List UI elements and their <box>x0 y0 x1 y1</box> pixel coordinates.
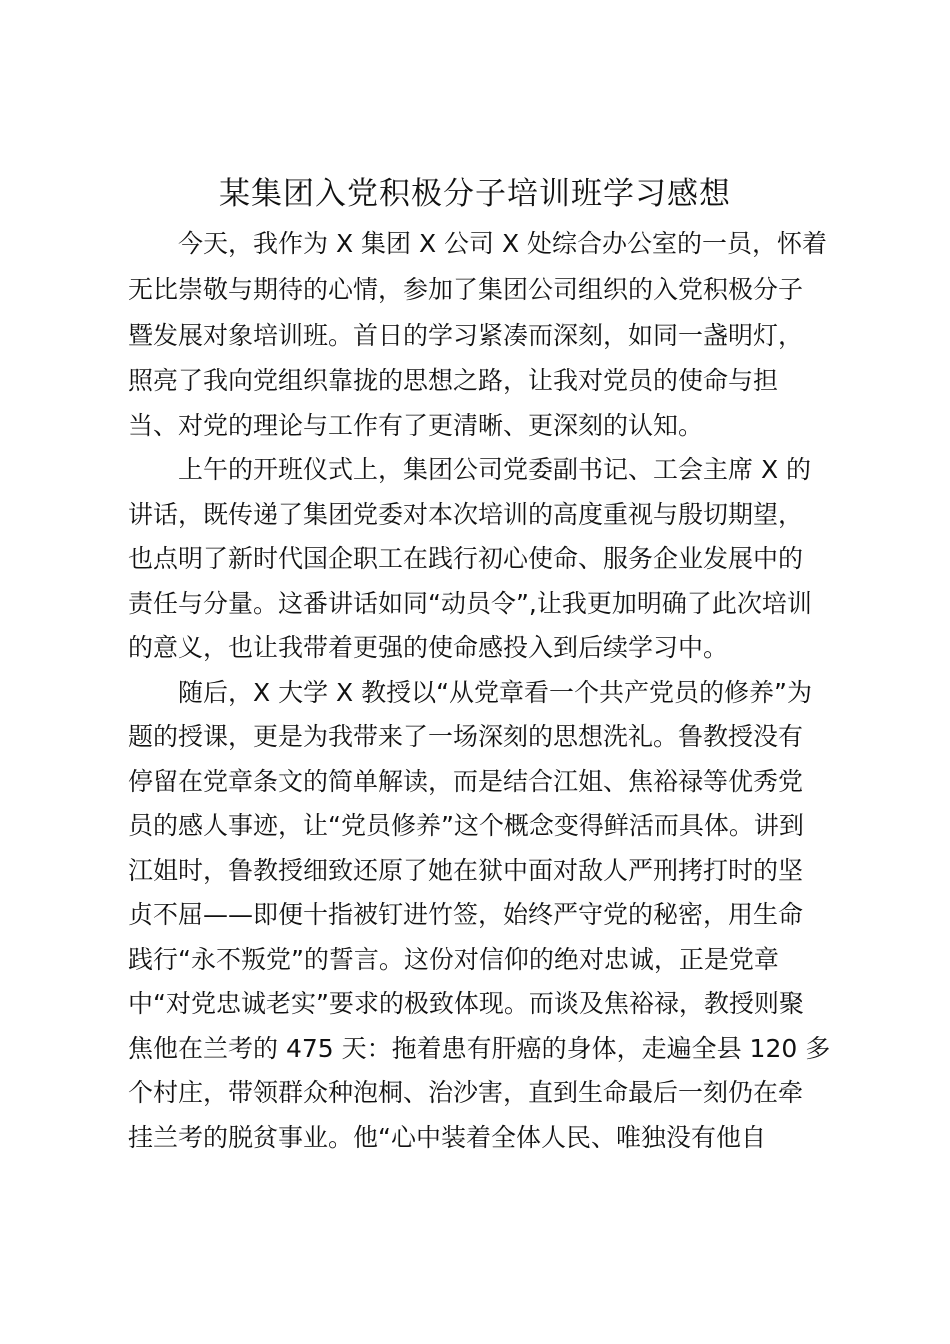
paragraph-3-line-6: 贞不屈——即便十指被钉进竹签，始终严守党的秘密，用生命 <box>128 900 804 929</box>
paragraph-3-line-3: 停留在党章条文的简单解读，而是结合江姐、焦裕禄等优秀党 <box>128 767 804 796</box>
paragraph-2-line-2: 讲话，既传递了集团党委对本次培训的高度重视与殷切期望， <box>128 500 804 529</box>
paragraph-3-line-10: 个村庄，带领群众种泡桐、治沙害，直到生命最后一刻仍在牵 <box>128 1078 804 1107</box>
paragraph-2-line-4: 责任与分量。这番讲话如同“动员令”,让我更加明确了此次培训 <box>128 589 812 618</box>
paragraph-3-line-1: 随后，X 大学 X 教授以“从党章看一个共产党员的修养”为 <box>178 678 812 707</box>
paragraph-3-line-2: 题的授课，更是为我带来了一场深刻的思想洗礼。鲁教授没有 <box>128 722 804 751</box>
paragraph-3-line-9: 焦他在兰考的 475 天：拖着患有肝癌的身体，走遍全县 120 多 <box>128 1034 831 1063</box>
paragraph-1-line-5: 当、对党的理论与工作有了更清晰、更深刻的认知。 <box>128 411 704 440</box>
paragraph-3-line-11: 挂兰考的脱贫事业。他“心中装着全体人民、唯独没有他自 <box>128 1123 766 1152</box>
paragraph-3-line-7: 践行“永不叛党”的誓言。这份对信仰的绝对忠诚，正是党章 <box>128 945 779 974</box>
paragraph-1-line-3: 暨发展对象培训班。首日的学习紧凑而深刻，如同一盏明灯， <box>128 321 804 350</box>
paragraph-3-line-5: 江姐时，鲁教授细致还原了她在狱中面对敌人严刑拷打时的坚 <box>128 856 804 885</box>
paragraph-3-line-4: 员的感人事迹，让“党员修养”这个概念变得鲜活而具体。讲到 <box>128 811 804 840</box>
document-title: 某集团入党积极分子培训班学习感想 <box>219 176 731 212</box>
paragraph-1-line-1: 今天，我作为 X 集团 X 公司 X 处综合办公室的一员，怀着 <box>178 229 828 258</box>
paragraph-1-line-4: 照亮了我向党组织靠拢的思想之路，让我对党员的使命与担 <box>128 366 779 395</box>
paragraph-2-line-5: 的意义，也让我带着更强的使命感投入到后续学习中。 <box>128 633 729 662</box>
paragraph-1-line-2: 无比崇敬与期待的心情，参加了集团公司组织的入党积极分子 <box>128 275 804 304</box>
paragraph-3-line-8: 中“对党忠诚老实”要求的极致体现。而谈及焦裕禄，教授则聚 <box>128 989 804 1018</box>
paragraph-2-line-3: 也点明了新时代国企职工在践行初心使命、服务企业发展中的 <box>128 544 804 573</box>
paragraph-2-line-1: 上午的开班仪式上，集团公司党委副书记、工会主席 X 的 <box>178 455 812 484</box>
